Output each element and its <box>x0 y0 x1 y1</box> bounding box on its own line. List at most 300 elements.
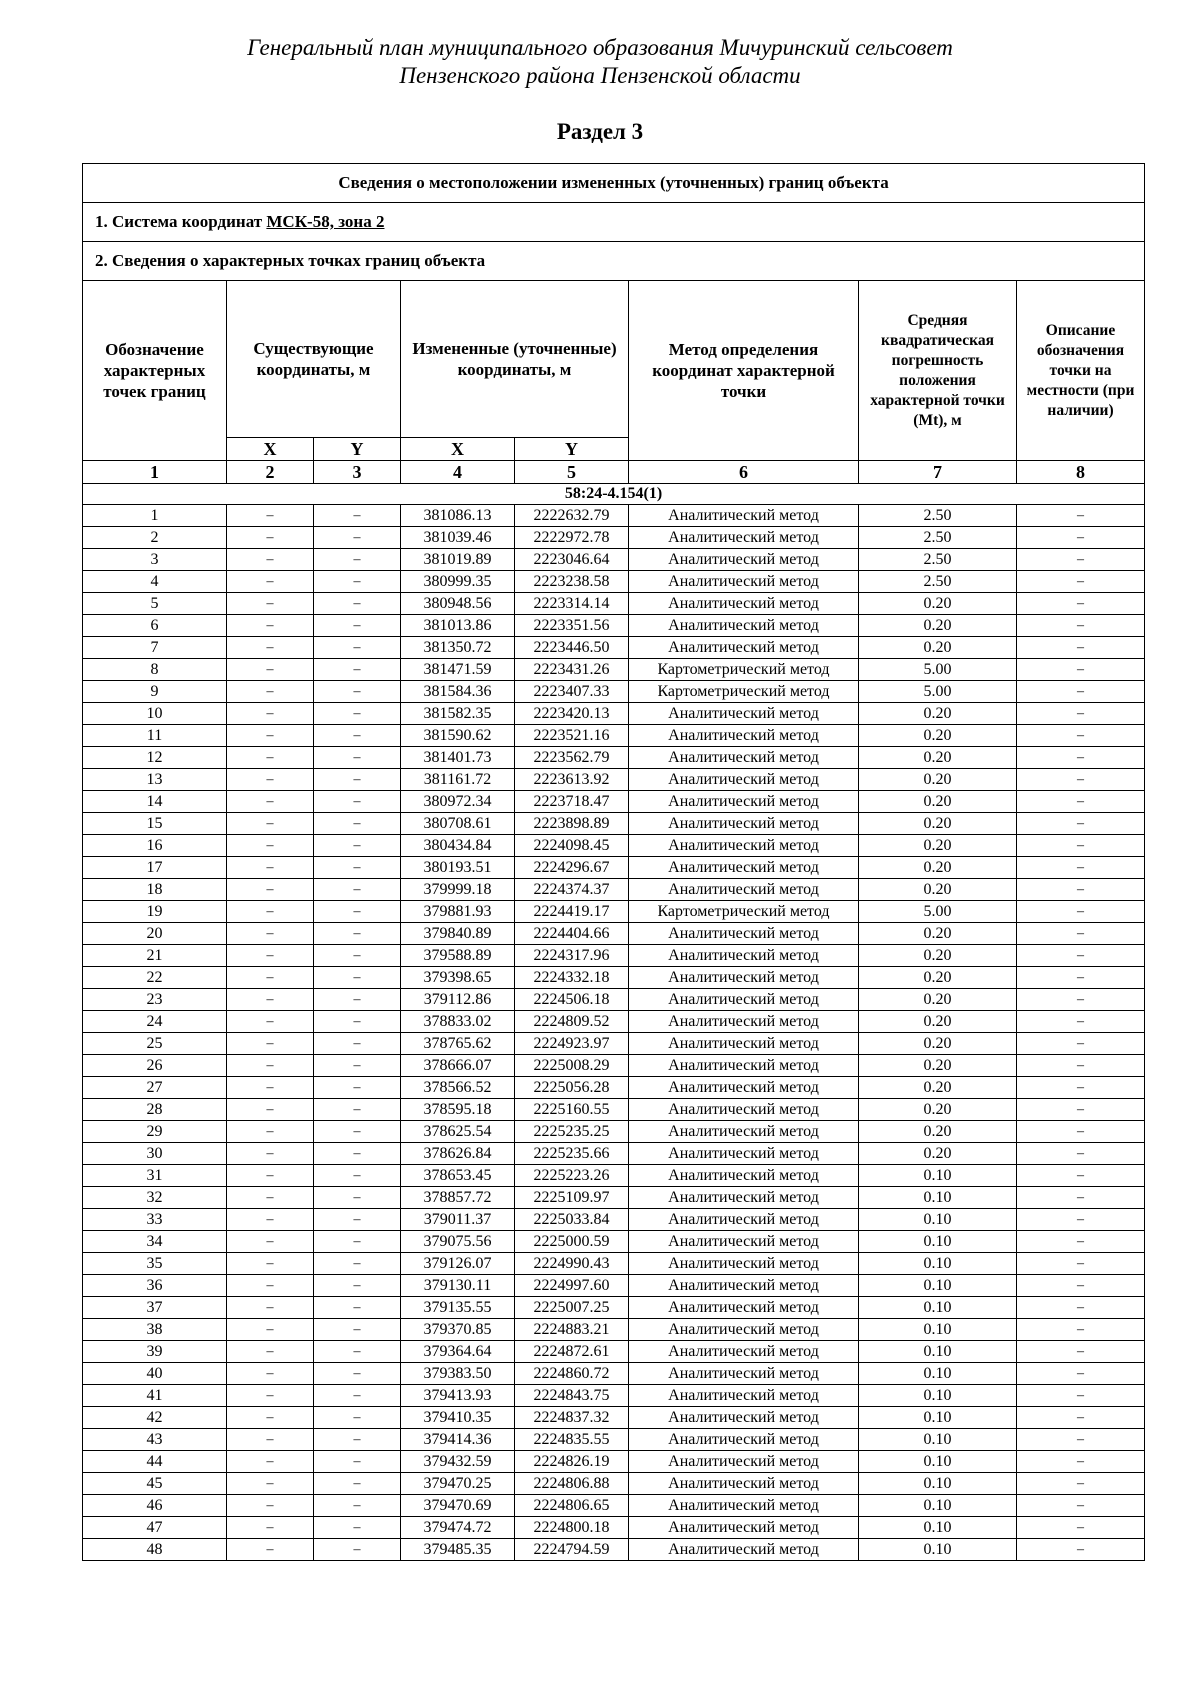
table-row <box>83 1517 1145 1539</box>
header-description: Описание обозначения точки на местности (при наличии) <box>1017 281 1145 461</box>
description: – <box>1017 615 1145 637</box>
existing-x: – <box>227 1341 314 1363</box>
error-value: 0.10 <box>859 1319 1017 1341</box>
existing-x: – <box>227 725 314 747</box>
error-value: 0.10 <box>859 1451 1017 1473</box>
error-value: 0.20 <box>859 857 1017 879</box>
existing-y: – <box>314 989 401 1011</box>
description: – <box>1017 769 1145 791</box>
column-number: 8 <box>1017 461 1145 484</box>
table-row <box>83 1407 1145 1429</box>
description: – <box>1017 1385 1145 1407</box>
changed-y: 2224296.67 <box>515 857 629 879</box>
point-number: 36 <box>83 1275 227 1297</box>
table-row <box>83 1363 1145 1385</box>
existing-y: – <box>314 1275 401 1297</box>
description: – <box>1017 813 1145 835</box>
table-row <box>83 615 1145 637</box>
method: Аналитический метод <box>629 1297 859 1319</box>
changed-y: 2223431.26 <box>515 659 629 681</box>
description: – <box>1017 747 1145 769</box>
table-row <box>83 703 1145 725</box>
error-value: 0.20 <box>859 1121 1017 1143</box>
table-row <box>83 1429 1145 1451</box>
existing-y: – <box>314 571 401 593</box>
error-value: 0.20 <box>859 879 1017 901</box>
existing-y: – <box>314 1011 401 1033</box>
changed-y: 2224809.52 <box>515 1011 629 1033</box>
header-changed-x: X <box>401 438 515 461</box>
table-row <box>83 1143 1145 1165</box>
coordinate-system-row <box>83 203 1145 242</box>
existing-y: – <box>314 747 401 769</box>
point-number: 3 <box>83 549 227 571</box>
changed-y: 2224332.18 <box>515 967 629 989</box>
table-row <box>83 637 1145 659</box>
existing-x: – <box>227 835 314 857</box>
error-value: 5.00 <box>859 901 1017 923</box>
changed-y: 2225000.59 <box>515 1231 629 1253</box>
changed-y: 2224860.72 <box>515 1363 629 1385</box>
description: – <box>1017 549 1145 571</box>
column-number: 7 <box>859 461 1017 484</box>
changed-y: 2224794.59 <box>515 1539 629 1561</box>
existing-y: – <box>314 681 401 703</box>
description: – <box>1017 945 1145 967</box>
changed-x: 379881.93 <box>401 901 515 923</box>
table-row <box>83 1011 1145 1033</box>
header-existing-coordinates: Существующие координаты, м <box>227 281 401 438</box>
table-row <box>83 1385 1145 1407</box>
existing-x: – <box>227 1033 314 1055</box>
point-number: 20 <box>83 923 227 945</box>
error-value: 0.20 <box>859 637 1017 659</box>
error-value: 0.20 <box>859 989 1017 1011</box>
changed-y: 2224317.96 <box>515 945 629 967</box>
existing-x: – <box>227 659 314 681</box>
method: Аналитический метод <box>629 637 859 659</box>
description: – <box>1017 857 1145 879</box>
method: Аналитический метод <box>629 549 859 571</box>
error-value: 0.10 <box>859 1363 1017 1385</box>
point-number: 17 <box>83 857 227 879</box>
description: – <box>1017 1275 1145 1297</box>
table-row <box>83 879 1145 901</box>
existing-x: – <box>227 923 314 945</box>
description: – <box>1017 989 1145 1011</box>
changed-x: 379432.59 <box>401 1451 515 1473</box>
existing-x: – <box>227 703 314 725</box>
description: – <box>1017 637 1145 659</box>
changed-y: 2224098.45 <box>515 835 629 857</box>
existing-x: – <box>227 1539 314 1561</box>
existing-y: – <box>314 1033 401 1055</box>
error-value: 2.50 <box>859 571 1017 593</box>
method: Аналитический метод <box>629 527 859 549</box>
point-number: 29 <box>83 1121 227 1143</box>
description: – <box>1017 1099 1145 1121</box>
existing-y: – <box>314 1473 401 1495</box>
existing-x: – <box>227 1429 314 1451</box>
changed-x: 378857.72 <box>401 1187 515 1209</box>
existing-y: – <box>314 1495 401 1517</box>
changed-x: 378566.52 <box>401 1077 515 1099</box>
point-number: 28 <box>83 1099 227 1121</box>
method: Аналитический метод <box>629 1495 859 1517</box>
description: – <box>1017 1165 1145 1187</box>
error-value: 0.10 <box>859 1407 1017 1429</box>
changed-x: 380193.51 <box>401 857 515 879</box>
header-designation: Обозначение характерных точек границ <box>83 281 227 461</box>
coordinate-system-label: 1. Система координат <box>95 212 267 231</box>
existing-y: – <box>314 1539 401 1561</box>
changed-x: 378653.45 <box>401 1165 515 1187</box>
method: Аналитический метод <box>629 791 859 813</box>
description: – <box>1017 1055 1145 1077</box>
description: – <box>1017 901 1145 923</box>
changed-x: 379075.56 <box>401 1231 515 1253</box>
table-row <box>83 989 1145 1011</box>
existing-y: – <box>314 769 401 791</box>
table-row <box>83 1451 1145 1473</box>
method: Аналитический метод <box>629 835 859 857</box>
existing-x: – <box>227 1099 314 1121</box>
object-id: 58:24-4.154(1) <box>83 484 1145 505</box>
changed-x: 379414.36 <box>401 1429 515 1451</box>
point-number: 10 <box>83 703 227 725</box>
method: Аналитический метод <box>629 1253 859 1275</box>
header-existing-y: Y <box>314 438 401 461</box>
changed-x: 381013.86 <box>401 615 515 637</box>
method: Аналитический метод <box>629 1319 859 1341</box>
description: – <box>1017 1033 1145 1055</box>
point-number: 27 <box>83 1077 227 1099</box>
changed-x: 379410.35 <box>401 1407 515 1429</box>
existing-y: – <box>314 703 401 725</box>
changed-x: 381590.62 <box>401 725 515 747</box>
description: – <box>1017 1077 1145 1099</box>
method: Картометрический метод <box>629 681 859 703</box>
description: – <box>1017 1253 1145 1275</box>
existing-x: – <box>227 1451 314 1473</box>
error-value: 0.10 <box>859 1187 1017 1209</box>
existing-y: – <box>314 593 401 615</box>
changed-y: 2223562.79 <box>515 747 629 769</box>
existing-y: – <box>314 1451 401 1473</box>
point-number: 23 <box>83 989 227 1011</box>
changed-x: 378625.54 <box>401 1121 515 1143</box>
method: Аналитический метод <box>629 1143 859 1165</box>
point-number: 41 <box>83 1385 227 1407</box>
point-number: 24 <box>83 1011 227 1033</box>
table-caption: Сведения о местоположении измененных (уточненных) границ объекта <box>83 164 1145 203</box>
description: – <box>1017 1451 1145 1473</box>
existing-y: – <box>314 1055 401 1077</box>
existing-y: – <box>314 901 401 923</box>
method: Аналитический метод <box>629 1055 859 1077</box>
changed-x: 378765.62 <box>401 1033 515 1055</box>
table-row <box>83 1253 1145 1275</box>
table-row <box>83 1099 1145 1121</box>
existing-y: – <box>314 1209 401 1231</box>
existing-x: – <box>227 967 314 989</box>
changed-x: 379011.37 <box>401 1209 515 1231</box>
error-value: 0.20 <box>859 1011 1017 1033</box>
existing-x: – <box>227 1231 314 1253</box>
method: Картометрический метод <box>629 901 859 923</box>
header-existing-x: X <box>227 438 314 461</box>
existing-x: – <box>227 593 314 615</box>
existing-y: – <box>314 1385 401 1407</box>
table-row <box>83 1275 1145 1297</box>
column-numbers-row <box>83 461 1145 484</box>
changed-x: 381161.72 <box>401 769 515 791</box>
existing-x: – <box>227 1187 314 1209</box>
method: Аналитический метод <box>629 857 859 879</box>
changed-y: 2224835.55 <box>515 1429 629 1451</box>
method: Аналитический метод <box>629 571 859 593</box>
point-number: 12 <box>83 747 227 769</box>
description: – <box>1017 1539 1145 1561</box>
method: Аналитический метод <box>629 725 859 747</box>
existing-x: – <box>227 1275 314 1297</box>
point-number: 39 <box>83 1341 227 1363</box>
changed-x: 381019.89 <box>401 549 515 571</box>
changed-y: 2223446.50 <box>515 637 629 659</box>
existing-y: – <box>314 791 401 813</box>
description: – <box>1017 703 1145 725</box>
existing-x: – <box>227 769 314 791</box>
table-row <box>83 681 1145 703</box>
existing-x: – <box>227 1385 314 1407</box>
error-value: 0.20 <box>859 1143 1017 1165</box>
method: Аналитический метод <box>629 879 859 901</box>
existing-x: – <box>227 1121 314 1143</box>
existing-x: – <box>227 1011 314 1033</box>
changed-y: 2225235.66 <box>515 1143 629 1165</box>
changed-y: 2224806.88 <box>515 1473 629 1495</box>
error-value: 0.10 <box>859 1253 1017 1275</box>
table-row <box>83 1495 1145 1517</box>
description: – <box>1017 1517 1145 1539</box>
method: Картометрический метод <box>629 659 859 681</box>
existing-x: – <box>227 901 314 923</box>
table-row <box>83 1231 1145 1253</box>
description: – <box>1017 967 1145 989</box>
point-number: 43 <box>83 1429 227 1451</box>
changed-x: 379135.55 <box>401 1297 515 1319</box>
changed-x: 379370.85 <box>401 1319 515 1341</box>
table-row <box>83 505 1145 527</box>
error-value: 0.10 <box>859 1231 1017 1253</box>
existing-y: – <box>314 1407 401 1429</box>
changed-x: 379413.93 <box>401 1385 515 1407</box>
changed-x: 379398.65 <box>401 967 515 989</box>
changed-x: 379474.72 <box>401 1517 515 1539</box>
existing-y: – <box>314 549 401 571</box>
point-number: 19 <box>83 901 227 923</box>
method: Аналитический метод <box>629 1121 859 1143</box>
existing-y: – <box>314 615 401 637</box>
error-value: 0.10 <box>859 1495 1017 1517</box>
error-value: 2.50 <box>859 527 1017 549</box>
point-number: 5 <box>83 593 227 615</box>
description: – <box>1017 1363 1145 1385</box>
changed-y: 2224506.18 <box>515 989 629 1011</box>
point-number: 33 <box>83 1209 227 1231</box>
error-value: 0.20 <box>859 703 1017 725</box>
method: Аналитический метод <box>629 1539 859 1561</box>
point-number: 14 <box>83 791 227 813</box>
existing-y: – <box>314 1121 401 1143</box>
description: – <box>1017 1429 1145 1451</box>
existing-y: – <box>314 659 401 681</box>
point-number: 31 <box>83 1165 227 1187</box>
changed-x: 379999.18 <box>401 879 515 901</box>
changed-y: 2224872.61 <box>515 1341 629 1363</box>
changed-y: 2223898.89 <box>515 813 629 835</box>
changed-y: 2222972.78 <box>515 527 629 549</box>
changed-x: 381584.36 <box>401 681 515 703</box>
existing-y: – <box>314 967 401 989</box>
changed-x: 379588.89 <box>401 945 515 967</box>
method: Аналитический метод <box>629 1209 859 1231</box>
existing-y: – <box>314 879 401 901</box>
method: Аналитический метод <box>629 1407 859 1429</box>
existing-y: – <box>314 1187 401 1209</box>
points-caption: 2. Сведения о характерных точках границ объекта <box>83 242 1145 281</box>
existing-x: – <box>227 505 314 527</box>
column-number: 2 <box>227 461 314 484</box>
existing-y: – <box>314 1143 401 1165</box>
method: Аналитический метод <box>629 989 859 1011</box>
error-value: 5.00 <box>859 659 1017 681</box>
existing-y: – <box>314 1429 401 1451</box>
point-number: 22 <box>83 967 227 989</box>
existing-x: – <box>227 571 314 593</box>
changed-y: 2224800.18 <box>515 1517 629 1539</box>
point-number: 4 <box>83 571 227 593</box>
existing-y: – <box>314 835 401 857</box>
table-row <box>83 1539 1145 1561</box>
method: Аналитический метод <box>629 1341 859 1363</box>
changed-x: 381086.13 <box>401 505 515 527</box>
error-value: 0.20 <box>859 835 1017 857</box>
point-number: 2 <box>83 527 227 549</box>
method: Аналитический метод <box>629 1473 859 1495</box>
changed-x: 379112.86 <box>401 989 515 1011</box>
changed-y: 2225008.29 <box>515 1055 629 1077</box>
changed-y: 2225223.26 <box>515 1165 629 1187</box>
method: Аналитический метод <box>629 1187 859 1209</box>
changed-x: 380972.34 <box>401 791 515 813</box>
point-number: 18 <box>83 879 227 901</box>
method: Аналитический метод <box>629 1363 859 1385</box>
error-value: 0.20 <box>859 967 1017 989</box>
changed-y: 2223238.58 <box>515 571 629 593</box>
boundary-points-table <box>82 163 1145 1561</box>
table-row <box>83 549 1145 571</box>
table-row <box>83 967 1145 989</box>
changed-y: 2225109.97 <box>515 1187 629 1209</box>
changed-x: 380708.61 <box>401 813 515 835</box>
error-value: 0.20 <box>859 725 1017 747</box>
changed-y: 2223420.13 <box>515 703 629 725</box>
description: – <box>1017 923 1145 945</box>
changed-x: 378833.02 <box>401 1011 515 1033</box>
point-number: 1 <box>83 505 227 527</box>
method: Аналитический метод <box>629 1033 859 1055</box>
point-number: 45 <box>83 1473 227 1495</box>
description: – <box>1017 725 1145 747</box>
table-row <box>83 901 1145 923</box>
point-number: 8 <box>83 659 227 681</box>
description: – <box>1017 1495 1145 1517</box>
point-number: 44 <box>83 1451 227 1473</box>
table-row <box>83 791 1145 813</box>
description: – <box>1017 527 1145 549</box>
changed-y: 2224806.65 <box>515 1495 629 1517</box>
existing-y: – <box>314 1165 401 1187</box>
method: Аналитический метод <box>629 505 859 527</box>
error-value: 0.20 <box>859 1055 1017 1077</box>
changed-x: 381471.59 <box>401 659 515 681</box>
existing-y: – <box>314 1099 401 1121</box>
table-row <box>83 923 1145 945</box>
existing-x: – <box>227 1517 314 1539</box>
header-error: Средняя квадратическая погрешность положения характерной точки (Mt), м <box>859 281 1017 461</box>
method: Аналитический метод <box>629 1011 859 1033</box>
method: Аналитический метод <box>629 1275 859 1297</box>
changed-x: 379485.35 <box>401 1539 515 1561</box>
description: – <box>1017 571 1145 593</box>
changed-y: 2223351.56 <box>515 615 629 637</box>
description: – <box>1017 1121 1145 1143</box>
point-number: 34 <box>83 1231 227 1253</box>
error-value: 0.10 <box>859 1297 1017 1319</box>
document-header <box>0 34 1200 90</box>
description: – <box>1017 1209 1145 1231</box>
error-value: 0.20 <box>859 1099 1017 1121</box>
changed-y: 2223046.64 <box>515 549 629 571</box>
table-row <box>83 1055 1145 1077</box>
changed-y: 2222632.79 <box>515 505 629 527</box>
point-number: 35 <box>83 1253 227 1275</box>
existing-x: – <box>227 1297 314 1319</box>
column-number: 3 <box>314 461 401 484</box>
changed-x: 381401.73 <box>401 747 515 769</box>
table-row <box>83 725 1145 747</box>
table-row <box>83 747 1145 769</box>
table-row <box>83 1187 1145 1209</box>
header-method: Метод определения координат характерной точки <box>629 281 859 461</box>
table-row <box>83 1319 1145 1341</box>
changed-y: 2223718.47 <box>515 791 629 813</box>
point-number: 21 <box>83 945 227 967</box>
header-changed-y: Y <box>515 438 629 461</box>
existing-y: – <box>314 945 401 967</box>
column-number: 5 <box>515 461 629 484</box>
description: – <box>1017 1187 1145 1209</box>
error-value: 0.10 <box>859 1209 1017 1231</box>
changed-x: 380999.35 <box>401 571 515 593</box>
table-row <box>83 857 1145 879</box>
method: Аналитический метод <box>629 747 859 769</box>
changed-y: 2223407.33 <box>515 681 629 703</box>
existing-y: – <box>314 637 401 659</box>
method: Аналитический метод <box>629 813 859 835</box>
changed-x: 379364.64 <box>401 1341 515 1363</box>
